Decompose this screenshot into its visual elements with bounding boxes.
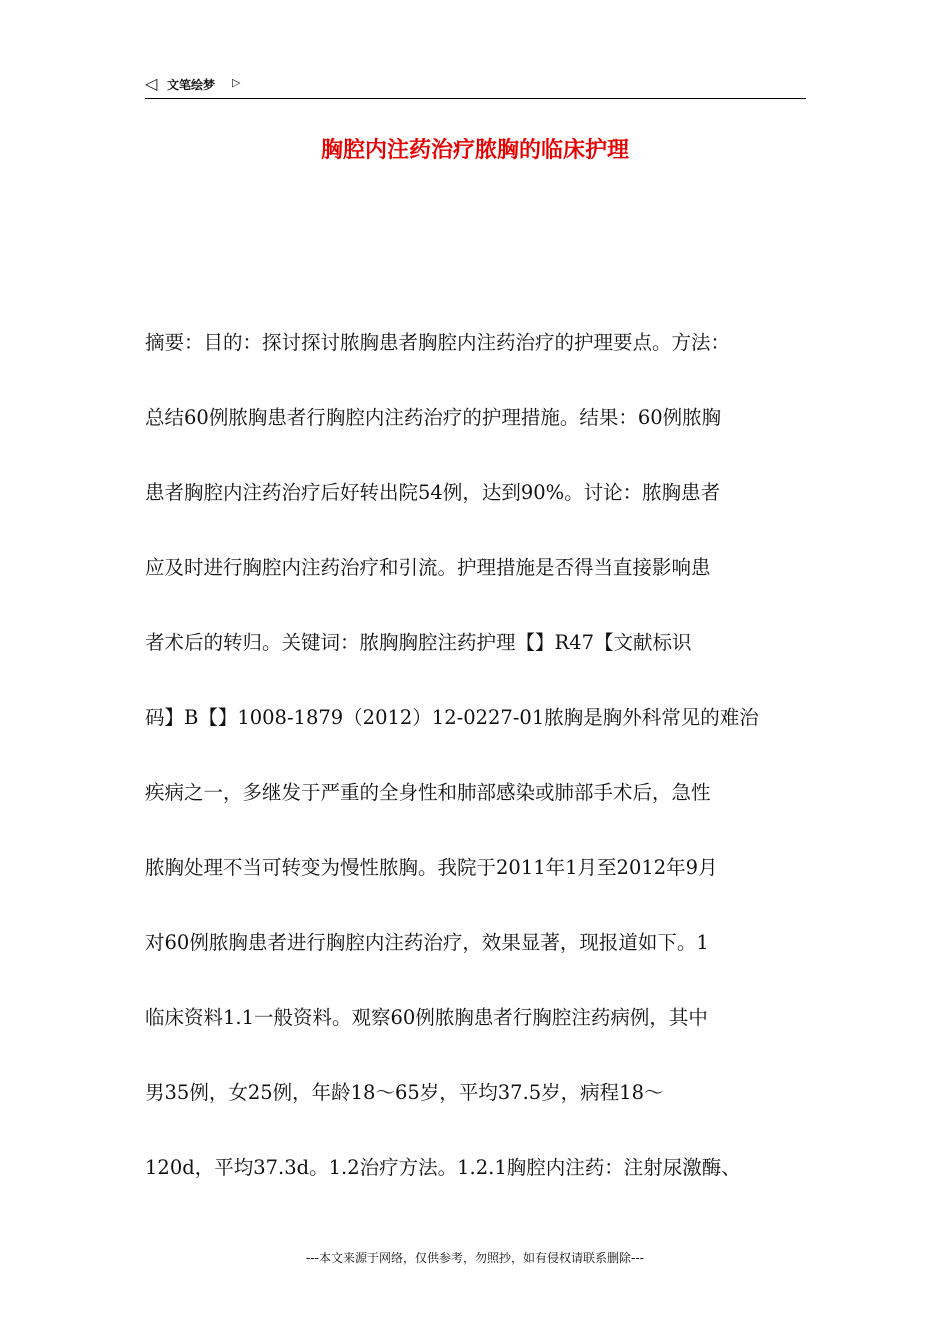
body-line: 摘要：目的：探讨探讨脓胸患者胸腔内注药治疗的护理要点。方法： xyxy=(145,331,731,354)
body-line: 应及时进行胸腔内注药治疗和引流。护理措施是否得当直接影响患 xyxy=(145,556,711,579)
page-header xyxy=(145,74,806,99)
body-line: 患者胸腔内注药治疗后好转出院54例，达到90%。讨论：脓胸患者 xyxy=(145,481,721,504)
body-line: 临床资料1.1一般资料。观察60例脓胸患者行胸腔注药病例，其中 xyxy=(145,1006,708,1029)
header-brand: 文笔绘梦 xyxy=(167,78,216,92)
body-line: 疾病之一，多继发于严重的全身性和肺部感染或肺部手术后，急性 xyxy=(145,781,711,804)
document-title: 胸腔内注药治疗脓胸的临床护理 xyxy=(320,138,629,163)
body-line: 脓胸处理不当可转变为慢性脓胸。我院于2011年1月至2012年9月 xyxy=(145,856,718,879)
body-line: 总结60例脓胸患者行胸腔内注药治疗的护理措施。结果：60例脓胸 xyxy=(145,406,722,429)
triangle-left-icon: ◁ xyxy=(145,74,158,93)
page-footer: ---本文来源于网络，仅供参考，勿照抄，如有侵权请联系删除--- xyxy=(306,1251,644,1265)
body-line: 男35例，女25例，年龄18～65岁，平均37.5岁，病程18～ xyxy=(145,1081,664,1104)
triangle-right-icon: ▷ xyxy=(232,76,241,89)
document-body xyxy=(145,324,805,1224)
body-line: 对60例脓胸患者进行胸腔内注药治疗，效果显著，现报道如下。1 xyxy=(145,931,709,954)
body-line: 者术后的转归。关键词：脓胸胸腔注药护理【】R47【文献标识 xyxy=(145,631,692,654)
body-line: 码】B【】1008-1879（2012）12-0227-01脓胸是胸外科常见的难治 xyxy=(145,706,759,729)
body-line: 120d，平均37.3d。1.2治疗方法。1.2.1胸腔内注药：注射尿激酶、 xyxy=(145,1156,741,1179)
